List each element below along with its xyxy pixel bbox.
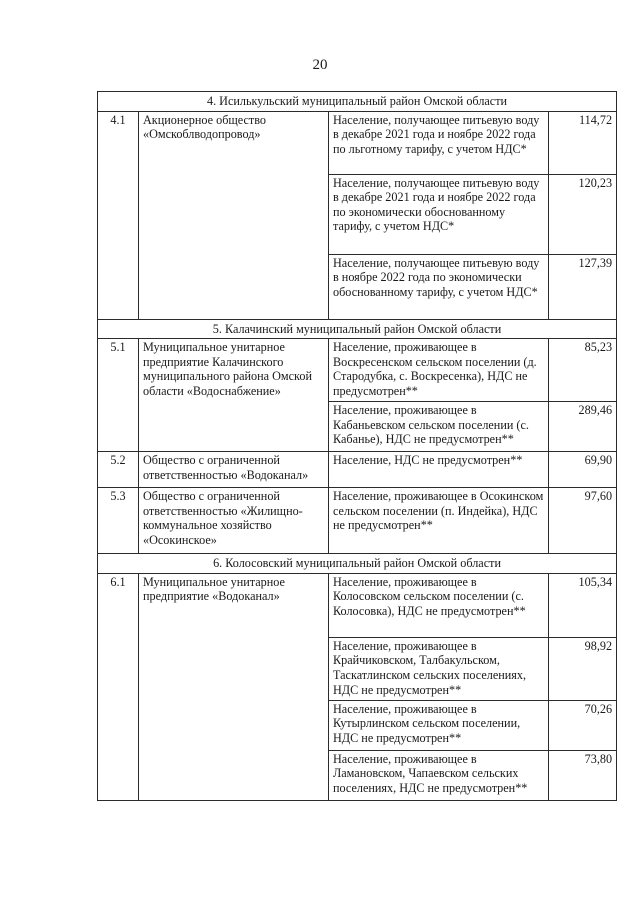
tariff-value: 114,72 [549, 111, 617, 174]
org-number: 6.1 [98, 573, 139, 800]
section-header-row [98, 92, 617, 112]
section-header-row [98, 319, 617, 339]
tariff-value: 105,34 [549, 573, 617, 637]
page-number: 20 [312, 57, 328, 73]
tariff-value: 97,60 [549, 488, 617, 554]
org-name: Общество с ограниченной ответственностью «Водоканал» [139, 452, 329, 488]
org-name: Акционерное общество «Омскоблводопровод» [139, 111, 329, 319]
consumer-category: Население, получающее питьевую воду в декабре 2021 года и ноябре 2022 года по экономически обоснованному тарифу, с учетом НДС* [329, 174, 549, 254]
org-name: Муниципальное унитарное предприятие Калачинского муниципального района Омской области «Водоснабжение» [139, 339, 329, 452]
tariff-value: 85,23 [549, 339, 617, 402]
table-row [98, 573, 617, 637]
consumer-category: Население, проживающее в Колосовском сельском поселении (с. Колосовка), НДС не предусмотрен** [329, 573, 549, 637]
consumer-category: Население, проживающее в Осокинском сельском поселении (п. Индейка), НДС не предусмотрен** [329, 488, 549, 554]
org-number: 5.2 [98, 452, 139, 488]
consumer-category: Население, проживающее в Крайчиковском, Талбакульском, Таскатлинском сельских поселениях, НДС не предусмотрен** [329, 637, 549, 700]
consumer-category: Население, НДС не предусмотрен** [329, 452, 549, 488]
tariff-value: 69,90 [549, 452, 617, 488]
org-name: Муниципальное унитарное предприятие «Водоканал» [139, 573, 329, 800]
org-name: Общество с ограниченной ответственностью «Жилищно-коммунальное хозяйство «Осокинское» [139, 488, 329, 554]
consumer-category: Население, получающее питьевую воду в ноябре 2022 года по экономически обоснованному тарифу, с учетом НДС* [329, 254, 549, 319]
tariff-value: 70,26 [549, 700, 617, 750]
tariff-table [97, 91, 617, 801]
tariff-value: 127,39 [549, 254, 617, 319]
tariff-value: 120,23 [549, 174, 617, 254]
section-title: 5. Калачинский муниципальный район Омской области [98, 319, 617, 339]
consumer-category: Население, проживающее в Воскресенском сельском поселении (д. Стародубка, с. Воскресенка), НДС не предусмотрен** [329, 339, 549, 402]
tariff-value: 289,46 [549, 402, 617, 452]
consumer-category: Население, проживающее в Кабаньевском сельском поселении (с. Кабанье), НДС не предусмотрен** [329, 402, 549, 452]
org-number: 5.1 [98, 339, 139, 452]
tariff-value: 73,80 [549, 750, 617, 800]
section-title: 4. Исилькульский муниципальный район Омской области [98, 92, 617, 112]
section-header-row [98, 554, 617, 574]
tariff-value: 98,92 [549, 637, 617, 700]
consumer-category: Население, получающее питьевую воду в декабре 2021 года и ноябре 2022 года по льготному тарифу, с учетом НДС* [329, 111, 549, 174]
table-row [98, 488, 617, 554]
org-number: 4.1 [98, 111, 139, 319]
section-title: 6. Колосовский муниципальный район Омской области [98, 554, 617, 574]
consumer-category: Население, проживающее в Ламановском, Чапаевском сельских поселениях, НДС не предусмотрен** [329, 750, 549, 800]
org-number: 5.3 [98, 488, 139, 554]
table-row [98, 111, 617, 174]
table-row [98, 452, 617, 488]
table-row [98, 339, 617, 402]
consumer-category: Население, проживающее в Кутырлинском сельском поселении, НДС не предусмотрен** [329, 700, 549, 750]
